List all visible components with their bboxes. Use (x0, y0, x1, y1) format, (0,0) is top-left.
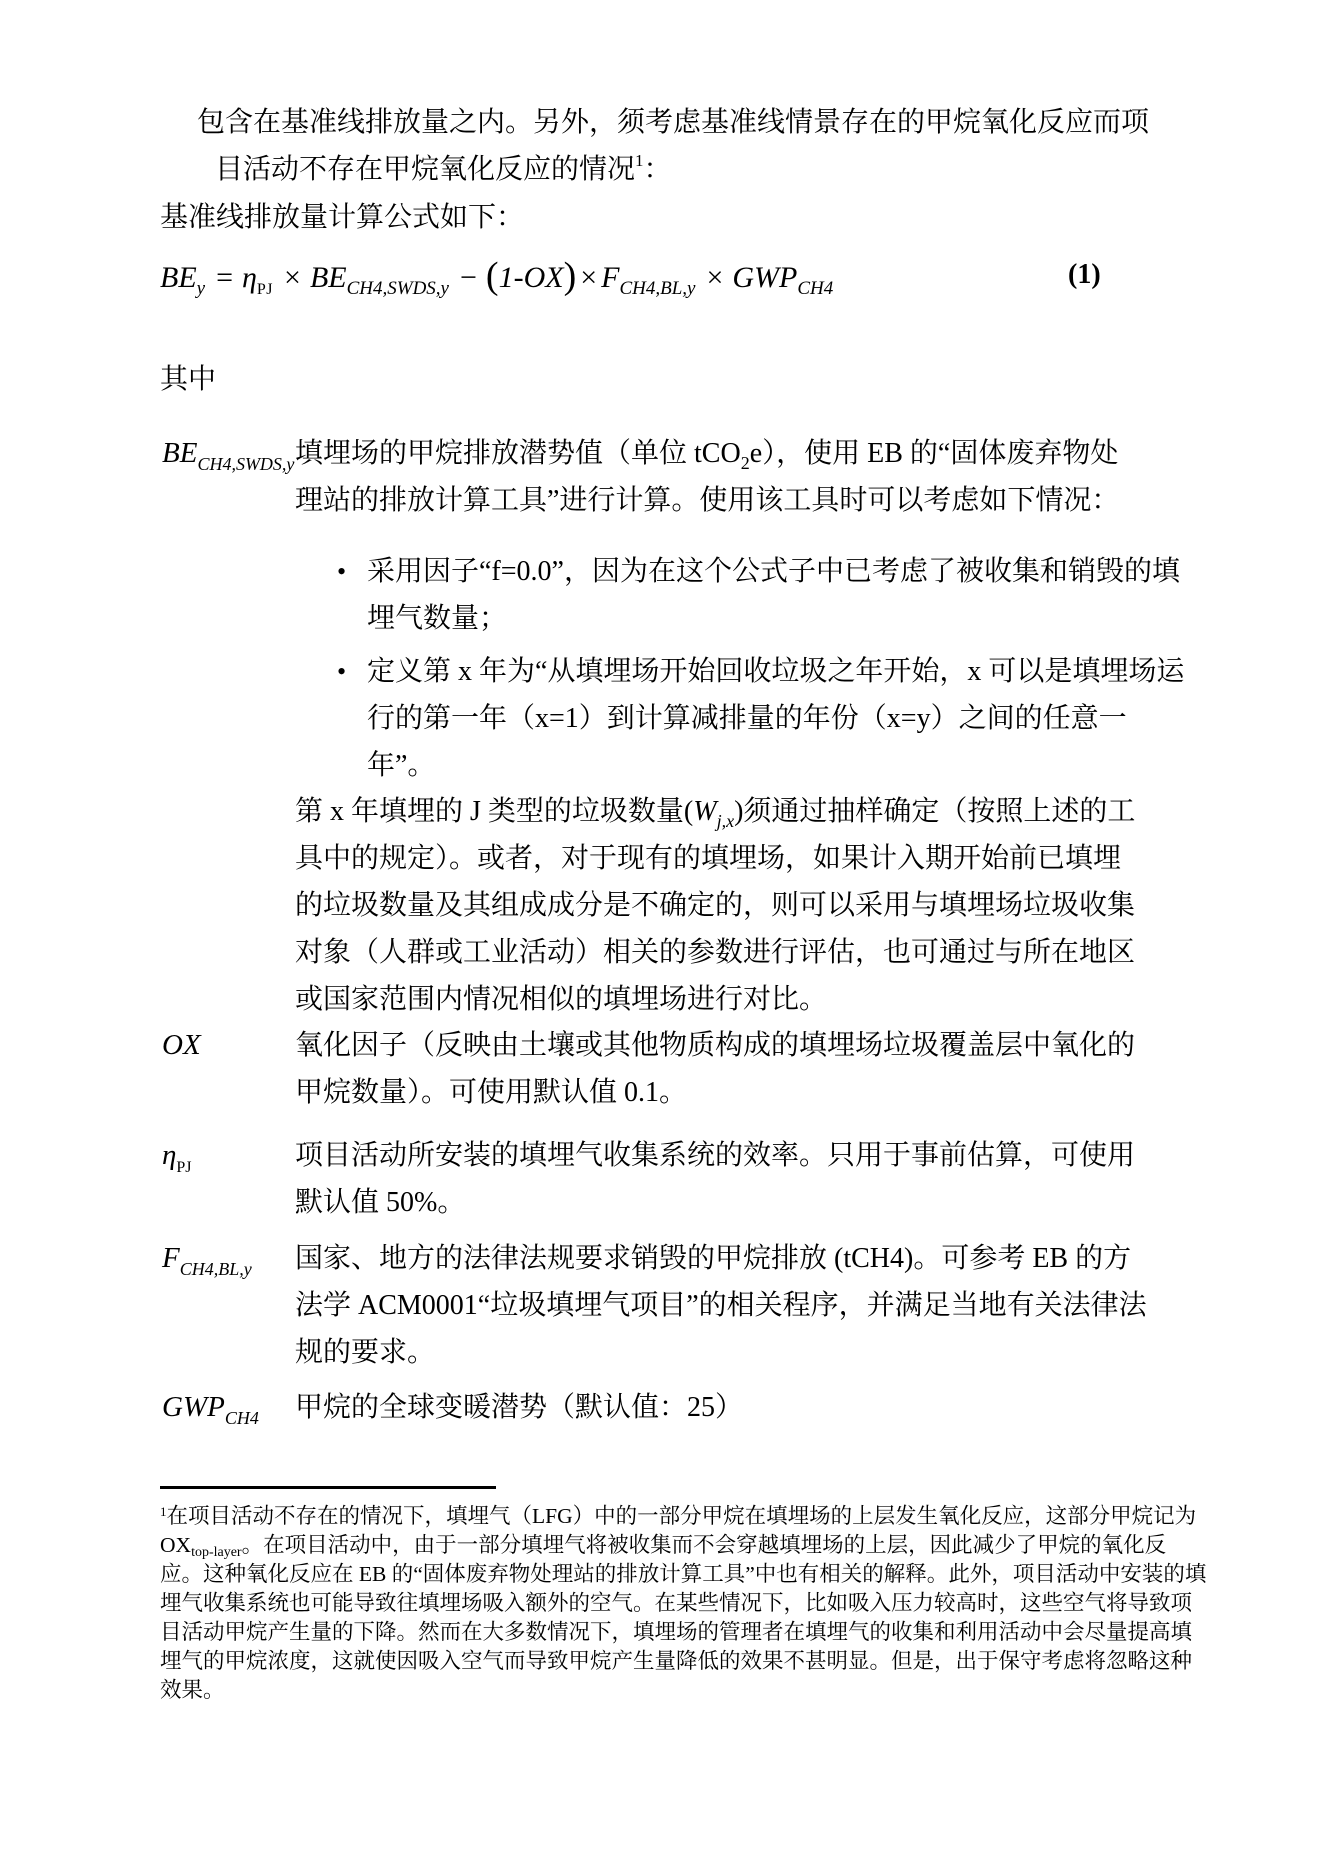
bullet-icon: • (337, 657, 347, 686)
w-symbol: W (693, 796, 717, 827)
ox-desc-line-1: 氧化因子（反映由土壤或其他物质构成的填埋场垃圾覆盖层中氧化的 (295, 1030, 1136, 1061)
term-ox: OX (162, 1029, 201, 1061)
close-paren: ) (563, 255, 577, 297)
term-f-main: F (162, 1242, 180, 1274)
f-desc-line-3: 规的要求。 (295, 1337, 436, 1368)
formula-term-be-swds: BE (309, 261, 347, 294)
formula-term-f: F (601, 261, 620, 294)
intro-paragraph-line-2 (215, 146, 672, 193)
equals-sign: = (216, 261, 234, 294)
be-swds-para-line-1 (295, 788, 1135, 835)
footnote-ox-symbol: OX (160, 1533, 192, 1557)
footnote-line-6: 埋气的甲烷浓度，这就使因吸入空气而导致甲烷产生量降低的效果不甚明显。但是，出于保守考虑将忽略这种 (160, 1649, 1193, 1673)
footnote-line-5: 目活动甲烷产生量的下降。然而在大多数情况下，填埋场的管理者在填埋气的收集和利用活动中会尽量提高填 (160, 1620, 1193, 1644)
term-gwp-ch4 (162, 1384, 259, 1431)
ox-desc-line-2: 甲烷数量）。可使用默认值 0.1。 (295, 1077, 688, 1108)
bullet-item-1-line-2: 埋气数量； (367, 603, 508, 634)
formula-term-eta-sub: PJ (256, 281, 274, 298)
formula-term-gwp-sub: CH4 (797, 278, 834, 299)
multiply-sign-1: × (284, 261, 301, 294)
formula-intro-text: 基准线排放量计算公式如下： (160, 202, 525, 233)
term-f-subscript: CH4,BL,y (179, 1259, 252, 1279)
bullet-item-2-line-2: 行的第一年（x=1）到计算减排量的年份（x=y）之间的任意一 (367, 703, 1127, 734)
term-gwp-subscript: CH4 (224, 1408, 259, 1428)
eta-desc-line-2: 默认值 50%。 (295, 1187, 466, 1218)
multiply-sign-2: × (580, 261, 598, 294)
footnote-line-3: 应。这种氧化反应在 EB 的“固体废弃物处理站的排放计算工具”中也有相关的解释。此外，项目活动中安装的填 (160, 1562, 1207, 1586)
bullet-1-text-1: 采用因子“f=0.0”，因为在这个公式子中已考虑了被收集和销毁的填 (367, 556, 1180, 587)
footnote-l2-text: 。在项目活动中，由于一部分填埋气将被收集而不会穿越填埋场的上层，因此减少了甲烷的氧化反 (241, 1533, 1167, 1557)
footnote-separator-rule (160, 1486, 496, 1489)
equation-1-body (160, 246, 835, 307)
formula-term-be-swds-sub: CH4,SWDS,y (346, 278, 449, 299)
footnote-line-7: 效果。 (160, 1678, 225, 1702)
intro-line-2-tail: ： (643, 154, 672, 185)
bullet-icon: • (337, 557, 347, 586)
formula-term-eta: η (242, 261, 257, 294)
multiply-sign-3: × (706, 261, 724, 294)
term-be-main: BE (162, 437, 198, 469)
be-swds-para-line-3: 的垃圾数量及其组成成分是不确定的，则可以采用与填埋场垃圾收集 (295, 890, 1136, 921)
bullet-item-1-line-1 (337, 548, 1180, 595)
be-swds-desc-line-1 (295, 430, 1118, 477)
footnote-l1-text: 在项目活动不存在的情况下，填埋气（LFG）中的一部分甲烷在填埋场的上层发生氧化反应，这部分甲烷记为 (166, 1504, 1197, 1528)
equation-number: (1) (1068, 259, 1101, 290)
intro-line-2-text: 目活动不存在甲烷氧化反应的情况 (215, 154, 636, 185)
formula-term-be: BE (160, 261, 197, 294)
formula-term-gwp: GWP (732, 261, 798, 294)
term-be-subscript: CH4,SWDS,y (197, 454, 295, 474)
bullet-2-text-1: 定义第 x 年为“从填埋场开始回收垃圾之年开始，x 可以是填埋场运 (367, 656, 1185, 687)
be-swds-l1-pre: 填埋场的甲烷排放潜势值（单位 tCO (295, 438, 741, 469)
be-swds-para-line-2: 具中的规定）。或者，对于现有的填埋场，如果计入期开始前已填埋 (295, 843, 1122, 874)
equation-1-row (0, 246, 1323, 304)
footnote-ox-subscript: top-layer (191, 1545, 242, 1560)
be-swds-desc-line-2: 理站的排放计算工具”进行计算。使用该工具时可以考虑如下情况： (295, 485, 1120, 516)
be-swds-para-line-4: 对象（人群或工业活动）相关的参数进行评估，也可通过与所在地区 (295, 937, 1136, 968)
formula-term-f-sub: CH4,BL,y (619, 278, 696, 299)
footnote-number: 1 (160, 1504, 167, 1519)
formula-term-be-sub: y (196, 278, 206, 299)
be-swds-para-line-5: 或国家范围内情况相似的填埋场进行对比。 (295, 984, 828, 1015)
term-eta-pj (162, 1132, 192, 1179)
term-be-ch4-swds-y (162, 430, 294, 477)
where-label: 其中 (160, 364, 217, 395)
eta-desc-line-1: 项目活动所安装的填埋气收集系统的效率。只用于事前估算，可使用 (295, 1140, 1136, 1171)
term-f-ch4-bl-y (162, 1235, 252, 1282)
term-gwp-main: GWP (162, 1391, 225, 1423)
footnote-line-1 (160, 1502, 1196, 1531)
footnote-line-4: 埋气收集系统也可能导致往填埋场吸入额外的空气。在某些情况下，比如吸入压力较高时，这些空气将导致项 (160, 1591, 1193, 1615)
open-paren: ( (485, 255, 499, 297)
para-l1-pre: 第 x 年填埋的 J 类型的垃圾数量( (295, 796, 694, 827)
term-eta-subscript: PJ (176, 1159, 192, 1176)
intro-paragraph-line-1: 包含在基准线排放量之内。另外，须考虑基准线情景存在的甲烷氧化反应而项 (197, 107, 1150, 138)
minus-sign: − (460, 261, 477, 294)
bullet-item-2-line-1 (337, 648, 1184, 695)
formula-term-one-minus-ox: 1-OX (498, 261, 564, 294)
f-desc-line-1: 国家、地方的法律法规要求销毁的甲烷排放 (tCH4)。可参考 EB 的方 (295, 1243, 1132, 1274)
bullet-item-2-line-3: 年”。 (367, 750, 436, 781)
footnote-line-2 (160, 1531, 1166, 1560)
para-l1-post: )须通过抽样确定（按照上述的工 (734, 796, 1136, 827)
f-desc-line-2: 法学 ACM0001“垃圾填埋气项目”的相关程序，并满足当地有关法律法 (295, 1290, 1147, 1321)
gwp-desc-line-1: 甲烷的全球变暖潜势（默认值：25） (295, 1392, 744, 1423)
footnote-reference-1: 1 (635, 150, 644, 170)
term-eta-main: η (162, 1139, 177, 1171)
be-swds-l1-post: e），使用 EB 的“固体废弃物处 (749, 438, 1119, 469)
w-symbol-subscript: j,x (716, 811, 735, 831)
co2-subscript: 2 (740, 453, 750, 473)
